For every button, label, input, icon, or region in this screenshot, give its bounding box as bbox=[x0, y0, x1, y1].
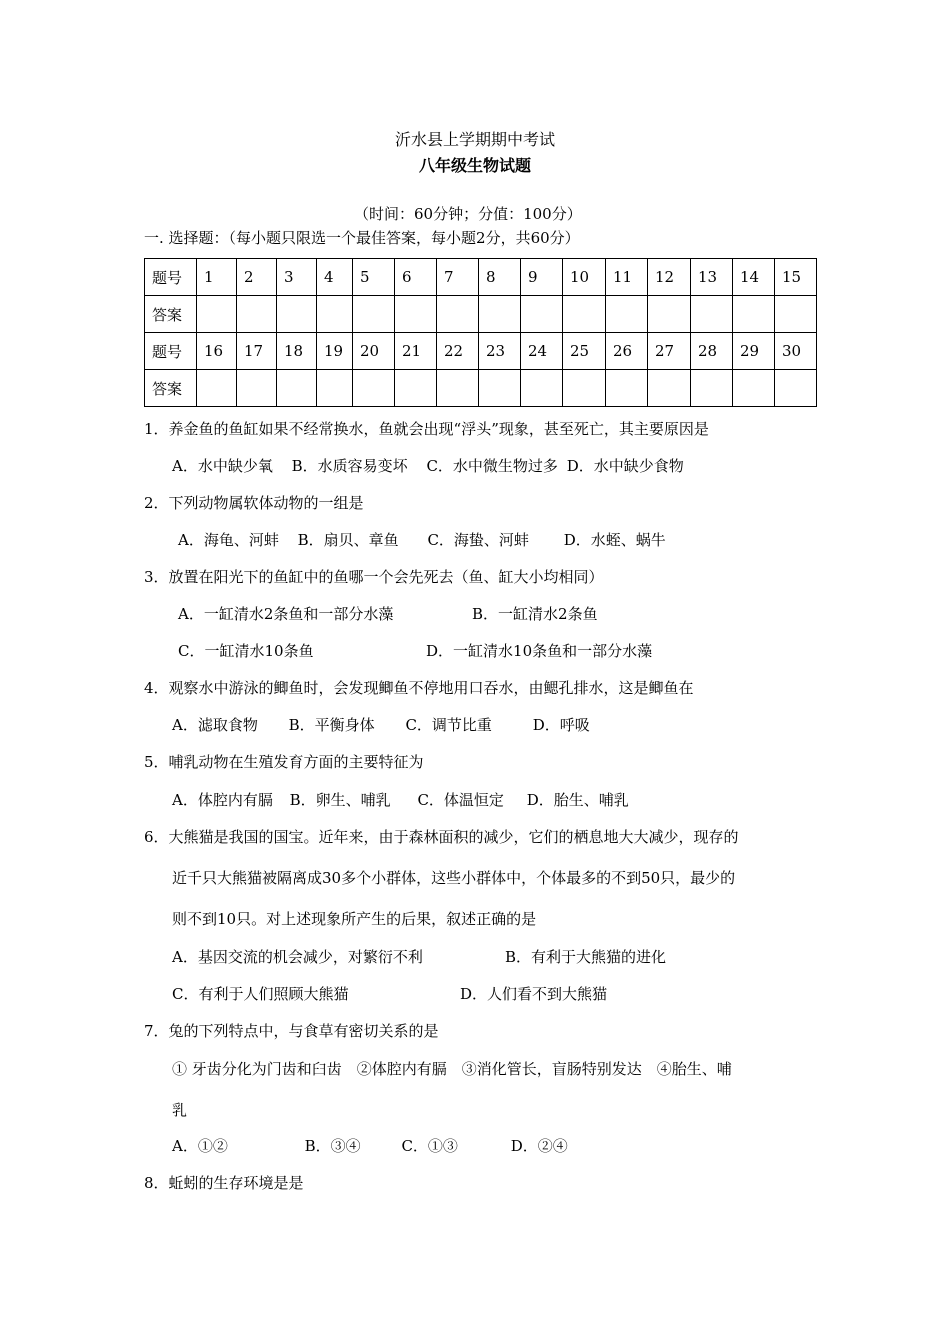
option-d: D．呼吸 bbox=[532, 716, 590, 734]
question-7-items: ① 牙齿分化为门齿和臼齿 ②体腔内有膈 ③消化管长，盲肠特别发达 ④胎生、哺 bbox=[172, 1060, 732, 1078]
option-a: A．滤取食物 bbox=[172, 716, 258, 734]
question-number-cell: 6 bbox=[395, 259, 437, 296]
answer-cell[interactable] bbox=[353, 296, 395, 333]
option-d: D．水中缺少食物 bbox=[566, 457, 684, 475]
question-2: 2．下列动物属软体动物的一组是 bbox=[144, 494, 364, 512]
answer-cell[interactable] bbox=[353, 370, 395, 407]
option-a: A．基因交流的机会减少，对繁衍不利 bbox=[172, 948, 423, 966]
question-6-line-1: 6．大熊猫是我国的国宝。近年来，由于森林面积的减少，它们的栖息地大大减少，现存的 bbox=[144, 828, 739, 846]
option-d: D．②④ bbox=[510, 1137, 568, 1155]
question-number-cell: 26 bbox=[606, 333, 648, 370]
question-number-cell: 7 bbox=[437, 259, 479, 296]
question-number-cell: 17 bbox=[237, 333, 277, 370]
answer-cell[interactable] bbox=[691, 370, 733, 407]
exam-meta: （时间：60分钟；分值：100分） bbox=[354, 205, 582, 223]
answer-cell[interactable] bbox=[648, 370, 691, 407]
row-header: 题号 bbox=[145, 333, 197, 370]
option-a: A．一缸清水2条鱼和一部分水藻 bbox=[178, 605, 394, 623]
answer-cell[interactable] bbox=[691, 296, 733, 333]
question-7: 7．兔的下列特点中，与食草有密切关系的是 bbox=[144, 1022, 439, 1040]
option-c: C．有利于人们照顾大熊猫 bbox=[172, 985, 349, 1003]
option-c: C．调节比重 bbox=[405, 716, 492, 734]
option-b: B．平衡身体 bbox=[288, 716, 375, 734]
option-c: C．一缸清水10条鱼 bbox=[178, 642, 314, 660]
question-8: 8．蚯蚓的生存环境是是 bbox=[144, 1174, 304, 1192]
answer-cell[interactable] bbox=[563, 296, 606, 333]
question-4: 4．观察水中游泳的鲫鱼时，会发现鲫鱼不停地用口吞水，由鳃孔排水，这是鲫鱼在 bbox=[144, 679, 694, 697]
answer-cell[interactable] bbox=[479, 296, 521, 333]
table-row bbox=[145, 333, 817, 370]
question-1-options bbox=[172, 455, 684, 476]
answer-cell[interactable] bbox=[277, 370, 317, 407]
question-7-options bbox=[172, 1135, 568, 1156]
option-d: D．一缸清水10条鱼和一部分水藻 bbox=[426, 642, 653, 660]
question-number-cell: 18 bbox=[277, 333, 317, 370]
option-b: B．扇贝、章鱼 bbox=[297, 531, 399, 549]
question-number-cell: 16 bbox=[197, 333, 237, 370]
option-b: B．有利于大熊猫的进化 bbox=[505, 948, 667, 966]
answer-cell[interactable] bbox=[733, 370, 775, 407]
question-number-cell: 11 bbox=[606, 259, 648, 296]
row-header: 答案 bbox=[145, 296, 197, 333]
question-number-cell: 28 bbox=[691, 333, 733, 370]
question-7-items-cont: 乳 bbox=[172, 1101, 188, 1119]
question-number-cell: 15 bbox=[775, 259, 817, 296]
answer-cell[interactable] bbox=[648, 296, 691, 333]
answer-cell[interactable] bbox=[317, 296, 353, 333]
question-number-cell: 9 bbox=[521, 259, 563, 296]
option-a: A．①② bbox=[172, 1137, 228, 1155]
table-row bbox=[145, 296, 817, 333]
question-number-cell: 8 bbox=[479, 259, 521, 296]
question-number-cell: 24 bbox=[521, 333, 563, 370]
answer-cell[interactable] bbox=[733, 296, 775, 333]
option-b: B．水质容易变坏 bbox=[291, 457, 408, 475]
table-row bbox=[145, 370, 817, 407]
question-number-cell: 19 bbox=[317, 333, 353, 370]
option-c: C．①③ bbox=[401, 1137, 458, 1155]
question-number-cell: 10 bbox=[563, 259, 606, 296]
question-number-cell: 1 bbox=[197, 259, 237, 296]
answer-cell[interactable] bbox=[317, 370, 353, 407]
exam-subtitle: 八年级生物试题 bbox=[418, 156, 531, 175]
option-b: B．卵生、哺乳 bbox=[289, 791, 391, 809]
question-number-cell: 27 bbox=[648, 333, 691, 370]
question-number-cell: 21 bbox=[395, 333, 437, 370]
answer-cell[interactable] bbox=[563, 370, 606, 407]
answer-table bbox=[144, 258, 817, 407]
question-number-cell: 5 bbox=[353, 259, 395, 296]
question-3: 3．放置在阳光下的鱼缸中的鱼哪一个会先死去（鱼、缸大小均相同） bbox=[144, 568, 604, 586]
question-number-cell: 20 bbox=[353, 333, 395, 370]
question-number-cell: 22 bbox=[437, 333, 479, 370]
answer-cell[interactable] bbox=[197, 370, 237, 407]
answer-cell[interactable] bbox=[775, 296, 817, 333]
answer-cell[interactable] bbox=[277, 296, 317, 333]
exam-title: 沂水县上学期期中考试 bbox=[394, 130, 555, 149]
question-number-cell: 14 bbox=[733, 259, 775, 296]
answer-cell[interactable] bbox=[775, 370, 817, 407]
option-d: D．水蛭、蜗牛 bbox=[563, 531, 666, 549]
section-heading: 一. 选择题：（每小题只限选一个最佳答案，每小题2分，共60分） bbox=[144, 229, 580, 247]
option-d: D．胎生、哺乳 bbox=[526, 791, 629, 809]
answer-cell[interactable] bbox=[521, 370, 563, 407]
answer-cell[interactable] bbox=[395, 296, 437, 333]
answer-cell[interactable] bbox=[197, 296, 237, 333]
question-1: 1．养金鱼的鱼缸如果不经常换水，鱼就会出现“浮头”现象，甚至死亡，其主要原因是 bbox=[144, 420, 709, 438]
question-6-line-2: 近千只大熊猫被隔离成30多个小群体，这些小群体中，个体最多的不到50只，最少的 bbox=[172, 869, 736, 887]
question-number-cell: 4 bbox=[317, 259, 353, 296]
table-row bbox=[145, 259, 817, 296]
option-b: B．一缸清水2条鱼 bbox=[472, 605, 598, 623]
question-4-options bbox=[172, 714, 590, 735]
question-number-cell: 30 bbox=[775, 333, 817, 370]
question-2-options bbox=[178, 529, 666, 550]
question-6-line-3: 则不到10只。对上述现象所产生的后果，叙述正确的是 bbox=[172, 910, 537, 928]
answer-cell[interactable] bbox=[237, 296, 277, 333]
question-5: 5．哺乳动物在生殖发育方面的主要特征为 bbox=[144, 753, 424, 771]
option-a: A．水中缺少氧 bbox=[172, 457, 273, 475]
question-number-cell: 3 bbox=[277, 259, 317, 296]
answer-cell[interactable] bbox=[237, 370, 277, 407]
question-number-cell: 13 bbox=[691, 259, 733, 296]
option-a: A．海龟、河蚌 bbox=[178, 531, 279, 549]
option-c: C．海蛰、河蚌 bbox=[427, 531, 529, 549]
option-c: C．体温恒定 bbox=[417, 791, 504, 809]
answer-cell[interactable] bbox=[437, 370, 479, 407]
question-number-cell: 12 bbox=[648, 259, 691, 296]
row-header: 答案 bbox=[145, 370, 197, 407]
question-5-options bbox=[172, 789, 629, 810]
question-number-cell: 25 bbox=[563, 333, 606, 370]
option-a: A．体腔内有膈 bbox=[172, 791, 273, 809]
answer-cell[interactable] bbox=[606, 296, 648, 333]
answer-cell[interactable] bbox=[479, 370, 521, 407]
answer-cell[interactable] bbox=[437, 296, 479, 333]
row-header: 题号 bbox=[145, 259, 197, 296]
question-number-cell: 29 bbox=[733, 333, 775, 370]
option-c: C．水中微生物过多 bbox=[426, 457, 558, 475]
option-d: D．人们看不到大熊猫 bbox=[460, 985, 608, 1003]
answer-cell[interactable] bbox=[395, 370, 437, 407]
answer-cell[interactable] bbox=[606, 370, 648, 407]
question-number-cell: 23 bbox=[479, 333, 521, 370]
question-number-cell: 2 bbox=[237, 259, 277, 296]
option-b: B．③④ bbox=[304, 1137, 361, 1155]
answer-cell[interactable] bbox=[521, 296, 563, 333]
